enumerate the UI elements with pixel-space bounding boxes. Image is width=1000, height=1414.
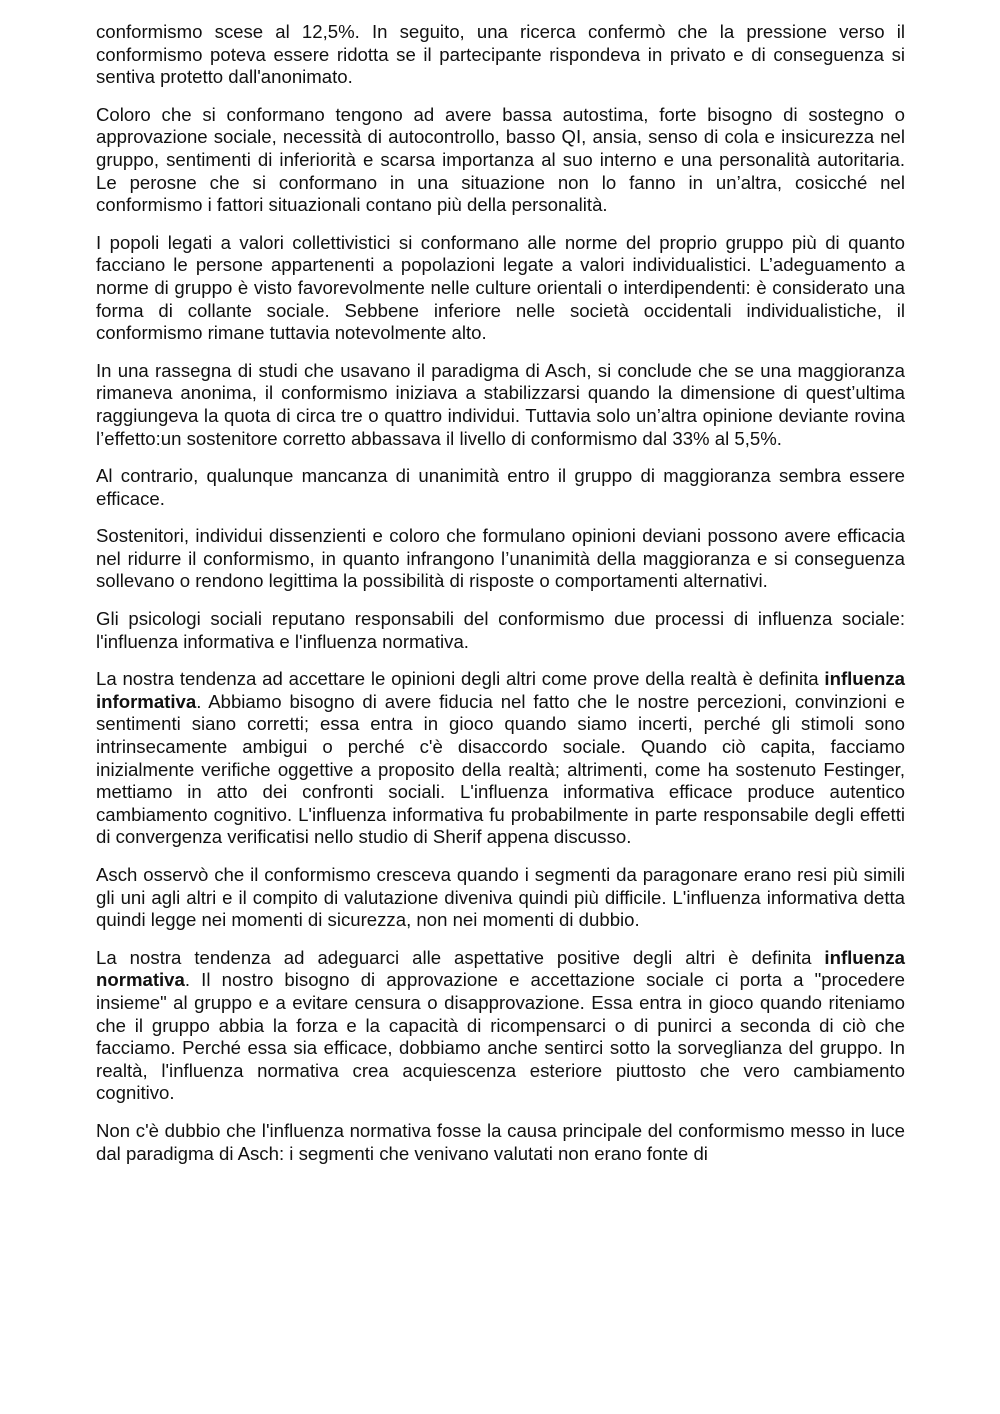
paragraph-text: La nostra tendenza ad adeguarci alle aspettative positive degli altri è definita — [96, 946, 825, 968]
body-paragraph — [96, 465, 905, 510]
bold-term: influenza normativa — [96, 946, 905, 991]
paragraph-text: Non c'è dubbio che l'influenza normativa fosse la causa principale del conformismo messo in luce dal paradigma di Asch: i segmenti che venivano valutati non erano fonte di — [96, 1119, 905, 1164]
paragraph-text: Al contrario, qualunque mancanza di unanimità entro il gruppo di maggioranza sembra essere efficace. — [96, 465, 905, 509]
paragraph-text: . Il nostro bisogno di approvazione e accettazione sociale ci porta a "procedere insieme" al gruppo e a evitare censura o disapprovazione. Essa entra in gioco quando riteniamo che il gruppo abbia la forza e la capacità di ricompensarci o di punirci a seconda di ciò che facciamo. Perché essa sia efficace, dobbiamo anche sentirci sotto la sorveglianza del gruppo. In realtà, l'influenza normativa crea acquiescenza esteriore piuttosto che vero cambiamento cognitivo. — [96, 969, 905, 1104]
paragraph-text: conformismo scese al 12,5%. In seguito, una ricerca confermò che la pressione verso il conformismo poteva essere ridotta se il partecipante rispondeva in privato e di conseguenza si sentiva protetto dall'anonimato. — [96, 21, 905, 88]
body-paragraph — [96, 21, 905, 89]
body-paragraph — [96, 864, 905, 932]
paragraph-text: I popoli legati a valori collettivistici si conformano alle norme del proprio gruppo più di quanto facciano le persone appartenenti a popolazioni legate a valori individualistici. L’adeguamento a norme di gruppo è visto favorevolmente nelle culture orientali o interdipendenti: è considerato una forma di collante sociale. Sebbene inferiore nelle società occidentali individualistiche, il conformismo rimane tuttavia notevolmente alto. — [96, 231, 905, 344]
paragraph-text: Coloro che si conformano tengono ad avere bassa autostima, forte bisogno di sostegno o approvazione sociale, necessità di autocontrollo, basso QI, ansia, senso di cola e insicurezza nel gruppo, sentimenti di inferiorità e scarsa importanza al suo interno e una personalità autoritaria. Le perosne che si conformano in una situazione non lo fanno in un’altra, cosicché nel conformismo i fattori situazionali contano più della personalità. — [96, 103, 905, 216]
body-paragraph — [96, 608, 905, 653]
paragraph-text: Asch osservò che il conformismo cresceva quando i segmenti da paragonare erano resi più simili gli uni agli altri e il compito di valutazione diveniva quindi più difficile. L'influenza informativa detta quindi legge nei momenti di sicurezza, non nei momenti di dubbio. — [96, 864, 905, 931]
paragraph-text: Gli psicologi sociali reputano responsabili del conformismo due processi di influenza sociale: l'influenza informativa e l'influenza normativa. — [96, 608, 905, 652]
bold-term: influenza informativa — [96, 668, 905, 712]
body-paragraph — [96, 525, 905, 593]
body-paragraph — [96, 947, 905, 1105]
body-paragraph — [96, 232, 905, 345]
document-page — [96, 21, 905, 1180]
paragraph-text: . Abbiamo bisogno di avere fiducia nel fatto che le nostre percezioni, convinzioni e sentimenti siano corretti; essa entra in gioco quando siamo incerti, perché gli stimoli sono intrinsecamente ambigui o perché c'è disaccordo sociale. Quando ciò capita, facciamo inizialmente verifiche oggettive a proposito della realtà; altrimenti, come ha sostenuto Festinger, mettiamo in atto dei confronti sociali. L'influenza informativa efficace produce autentico cambiamento cognitivo. L'influenza informativa fu probabilmente in parte responsabile degli effetti di convergenza verificatisi nello studio di Sherif appena discusso. — [96, 690, 905, 848]
body-paragraph — [96, 1120, 905, 1165]
paragraph-text: La nostra tendenza ad accettare le opinioni degli altri come prove della realtà è definita — [96, 668, 825, 690]
body-paragraph — [96, 668, 905, 849]
body-paragraph — [96, 104, 905, 217]
paragraph-text: In una rassegna di studi che usavano il paradigma di Asch, si conclude che se una maggioranza rimaneva anonima, il conformismo iniziava a stabilizzarsi quando la dimensione di quest’ultima raggiungeva la quota di circa tre o quattro individui. Tuttavia solo un’altra opinione deviante rovina l’effetto:un sostenitore corretto abbassava il livello di conformismo dal 33% al 5,5%. — [96, 359, 905, 449]
body-paragraph — [96, 360, 905, 450]
paragraph-text: Sostenitori, individui dissenzienti e coloro che formulano opinioni deviani possono avere efficacia nel ridurre il conformismo, in quanto infrangono l’unanimità della maggioranza e si conseguenza sollevano o rendono legittima la possibilità di risposte o comportamenti alternativi. — [96, 525, 905, 592]
